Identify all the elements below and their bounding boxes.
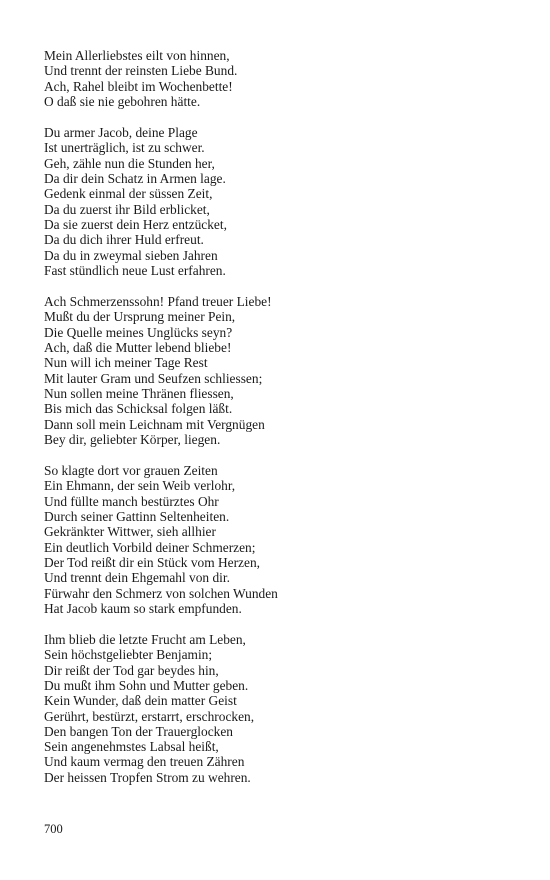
poem-line: Ihm blieb die letzte Frucht am Leben,	[44, 632, 246, 648]
poem-line: Da dir dein Schatz in Armen lage.	[44, 171, 226, 187]
poem-line: O daß sie nie gebohren hätte.	[44, 93, 201, 109]
poem-line: Da du dich ihrer Huld erfreut.	[44, 232, 204, 248]
poem-line: Geh, zähle nun die Stunden her,	[44, 155, 215, 171]
poem-line: Ach, Rahel bleibt im Wochenbette!	[44, 78, 233, 94]
poem-line: Mußt du der Ursprung meiner Pein,	[44, 309, 236, 325]
poem-line: Kein Wunder, daß dein matter Geist	[44, 693, 237, 709]
poem-line: Der heissen Tropfen Strom zu wehren.	[44, 769, 251, 785]
poem-line: Nun will ich meiner Tage Rest	[44, 355, 208, 371]
poem-line: Ein Ehmann, der sein Weib verlohr,	[44, 478, 236, 494]
poem-line: Ein deutlich Vorbild deiner Schmerzen;	[44, 539, 256, 555]
poem-line: Und kaum vermag den treuen Zähren	[44, 754, 245, 770]
stanza-3	[44, 294, 514, 447]
poem-line: Da du in zweymal sieben Jahren	[44, 247, 218, 263]
stanza-2	[44, 125, 514, 278]
poem-line: Und trennt der reinsten Liebe Bund.	[44, 63, 238, 79]
stanza-5	[44, 632, 514, 785]
poem-line: Ist unerträglich, ist zu schwer.	[44, 140, 205, 156]
poem-line: Gedenk einmal der süssen Zeit,	[44, 186, 213, 202]
poem-line: Gerührt, bestürzt, erstarrt, erschrocken,	[44, 708, 255, 724]
poem-line: Sein höchstgeliebter Benjamin;	[44, 647, 213, 663]
poem-line: Fast stündlich neue Lust erfahren.	[44, 262, 226, 278]
poem-line: Du armer Jacob, deine Plage	[44, 125, 198, 141]
page-number: 700	[44, 822, 63, 836]
poem-line: Bey dir, geliebter Körper, liegen.	[44, 431, 221, 447]
poem-line: Und füllte manch bestürztes Ohr	[44, 493, 219, 509]
poem-line: Fürwahr den Schmerz von solchen Wunden	[44, 585, 278, 601]
poem-line: Den bangen Ton der Trauerglocken	[44, 723, 233, 739]
poem-line: Du mußt ihm Sohn und Mutter geben.	[44, 677, 249, 693]
poem-line: Ach Schmerzenssohn! Pfand treuer Liebe!	[44, 294, 272, 310]
poem-line: Dann soll mein Leichnam mit Vergnügen	[44, 416, 265, 432]
stanza-4	[44, 463, 514, 616]
stanza-1	[44, 48, 514, 109]
poem-line: Die Quelle meines Unglücks seyn?	[44, 324, 233, 340]
poem-line: Nun sollen meine Thränen fliessen,	[44, 385, 234, 401]
poem-line: Da du zuerst ihr Bild erblicket,	[44, 201, 210, 217]
poem-line: Der Tod reißt dir ein Stück vom Herzen,	[44, 554, 260, 570]
poem-line: So klagte dort vor grauen Zeiten	[44, 463, 218, 479]
poem-line: Hat Jacob kaum so stark empfunden.	[44, 600, 242, 616]
poem-line: Da sie zuerst dein Herz entzücket,	[44, 216, 227, 232]
poem-text	[44, 48, 514, 801]
poem-line: Dir reißt der Tod gar beydes hin,	[44, 662, 219, 678]
poem-line: Mit lauter Gram und Seufzen schliessen;	[44, 370, 263, 386]
poem-line: Bis mich das Schicksal folgen läßt.	[44, 401, 233, 417]
poem-line: Und trennt dein Ehgemahl von dir.	[44, 570, 230, 586]
poem-line: Sein angenehmstes Labsal heißt,	[44, 739, 219, 755]
poem-line: Mein Allerliebstes eilt von hinnen,	[44, 48, 230, 63]
poem-line: Ach, daß die Mutter lebend bliebe!	[44, 340, 232, 356]
poem-line: Gekränkter Wittwer, sieh allhier	[44, 524, 216, 540]
poem-line: Durch seiner Gattinn Seltenheiten.	[44, 509, 230, 525]
